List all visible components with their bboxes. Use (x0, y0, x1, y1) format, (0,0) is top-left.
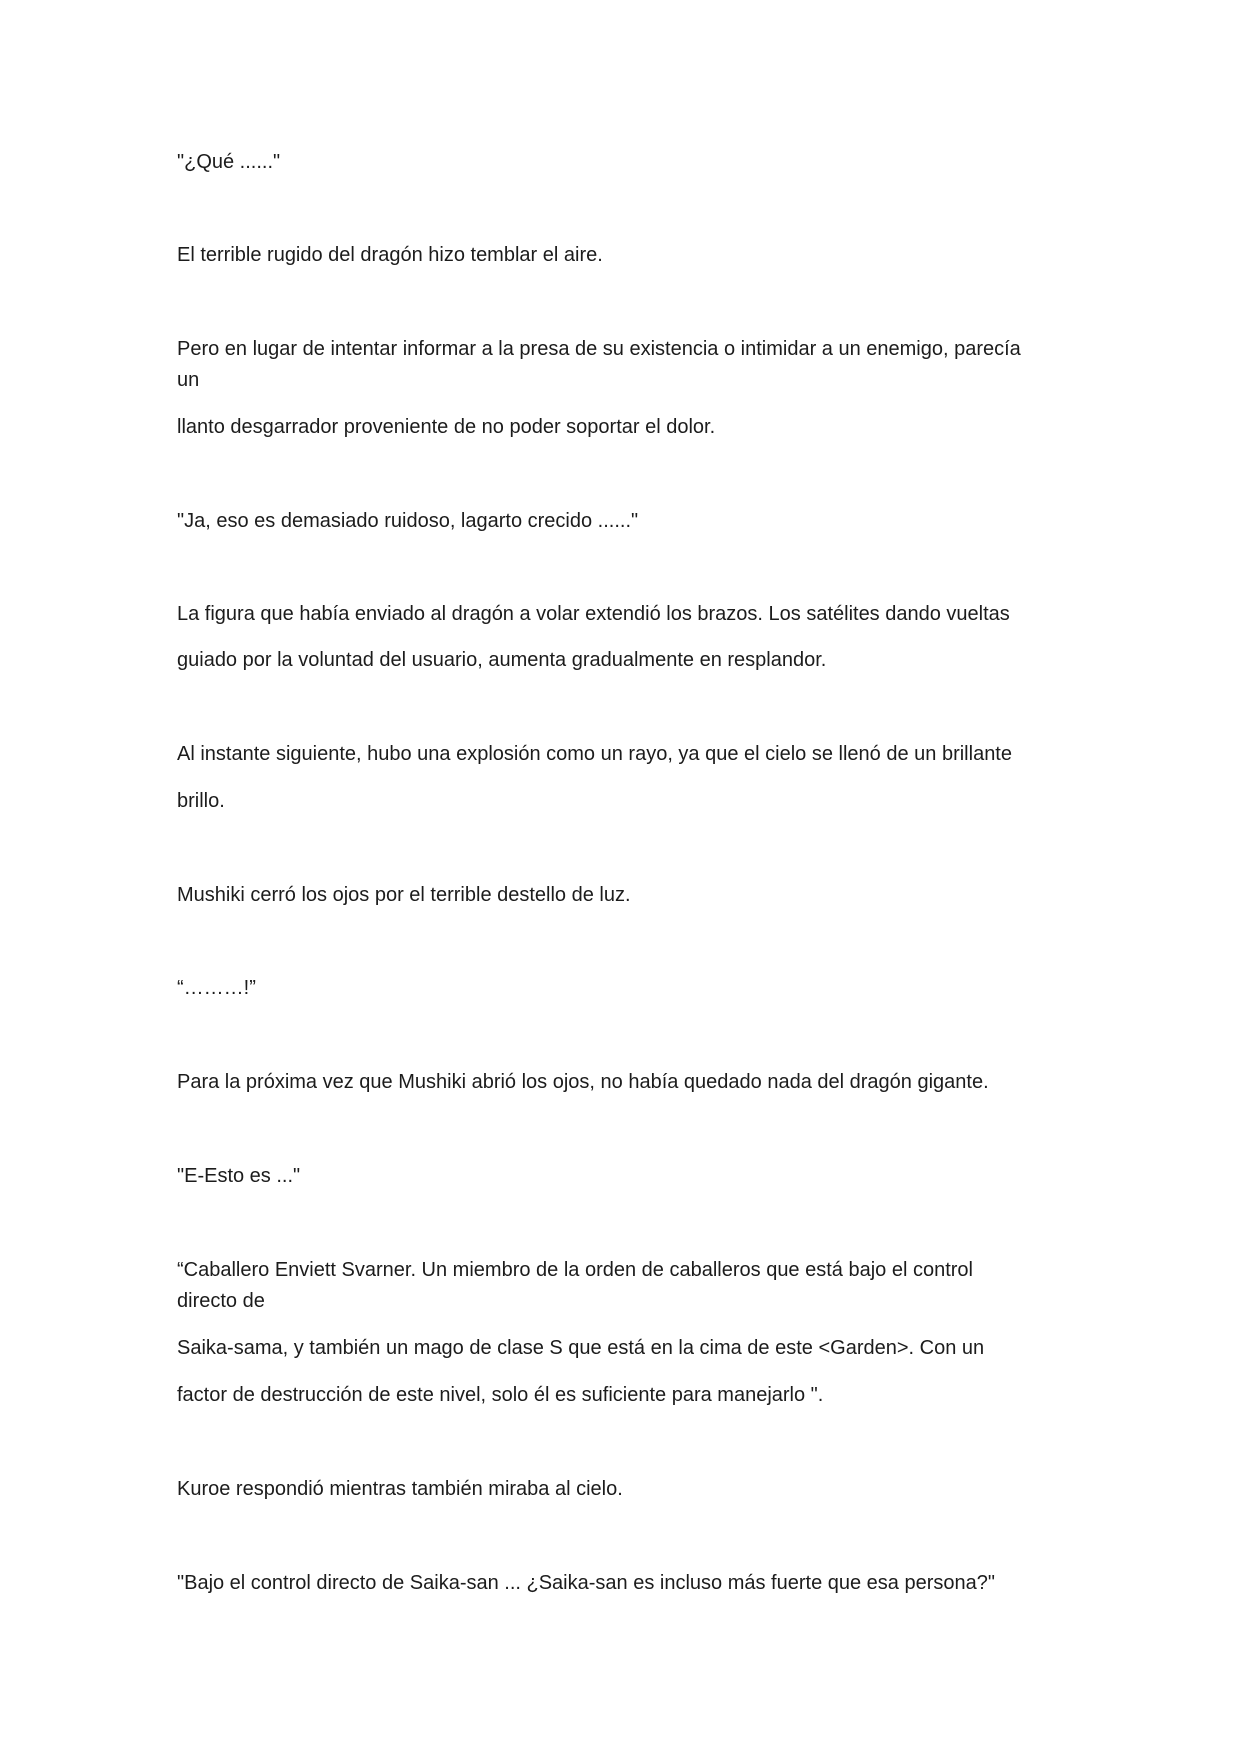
text-line: brillo. (177, 790, 225, 812)
text-line: Kuroe respondió mientras también miraba al cielo. (177, 1478, 623, 1500)
text-line: Saika-sama, y también un mago de clase S que está en la cima de este <Garden>. Con un (177, 1337, 985, 1359)
text-line: “Caballero Enviett Svarner. Un miembro de la orden de caballeros que está bajo el control (177, 1259, 973, 1281)
text-line: Mushiki cerró los ojos por el terrible destello de luz. (177, 884, 631, 906)
text-line: La figura que había enviado al dragón a volar extendió los brazos. Los satélites dando vueltas (177, 603, 1010, 625)
text-line: Al instante siguiente, hubo una explosión como un rayo, ya que el cielo se llenó de un brillante (177, 743, 1012, 765)
text-line: “………!” (177, 977, 256, 999)
text-line: "E-Esto es ..." (177, 1165, 301, 1187)
text-line: llanto desgarrador proveniente de no poder soportar el dolor. (177, 416, 716, 438)
text-line: guiado por la voluntad del usuario, aumenta gradualmente en resplandor. (177, 649, 827, 671)
text-line: "Ja, eso es demasiado ruidoso, lagarto crecido ......" (177, 510, 639, 532)
text-line: un (177, 369, 200, 391)
text-line: directo de (177, 1290, 265, 1312)
text-line: factor de destrucción de este nivel, solo él es suficiente para manejarlo ". (177, 1384, 824, 1406)
text-line: Para la próxima vez que Mushiki abrió los ojos, no había quedado nada del dragón gigante. (177, 1071, 989, 1093)
text-line: Pero en lugar de intentar informar a la presa de su existencia o intimidar a un enemigo, parecía (177, 338, 1021, 360)
text-line: El terrible rugido del dragón hizo temblar el aire. (177, 244, 603, 266)
text-line: "Bajo el control directo de Saika-san ... ¿Saika-san es incluso más fuerte que esa persona?" (177, 1572, 995, 1594)
text-line: "¿Qué ......" (177, 151, 281, 173)
